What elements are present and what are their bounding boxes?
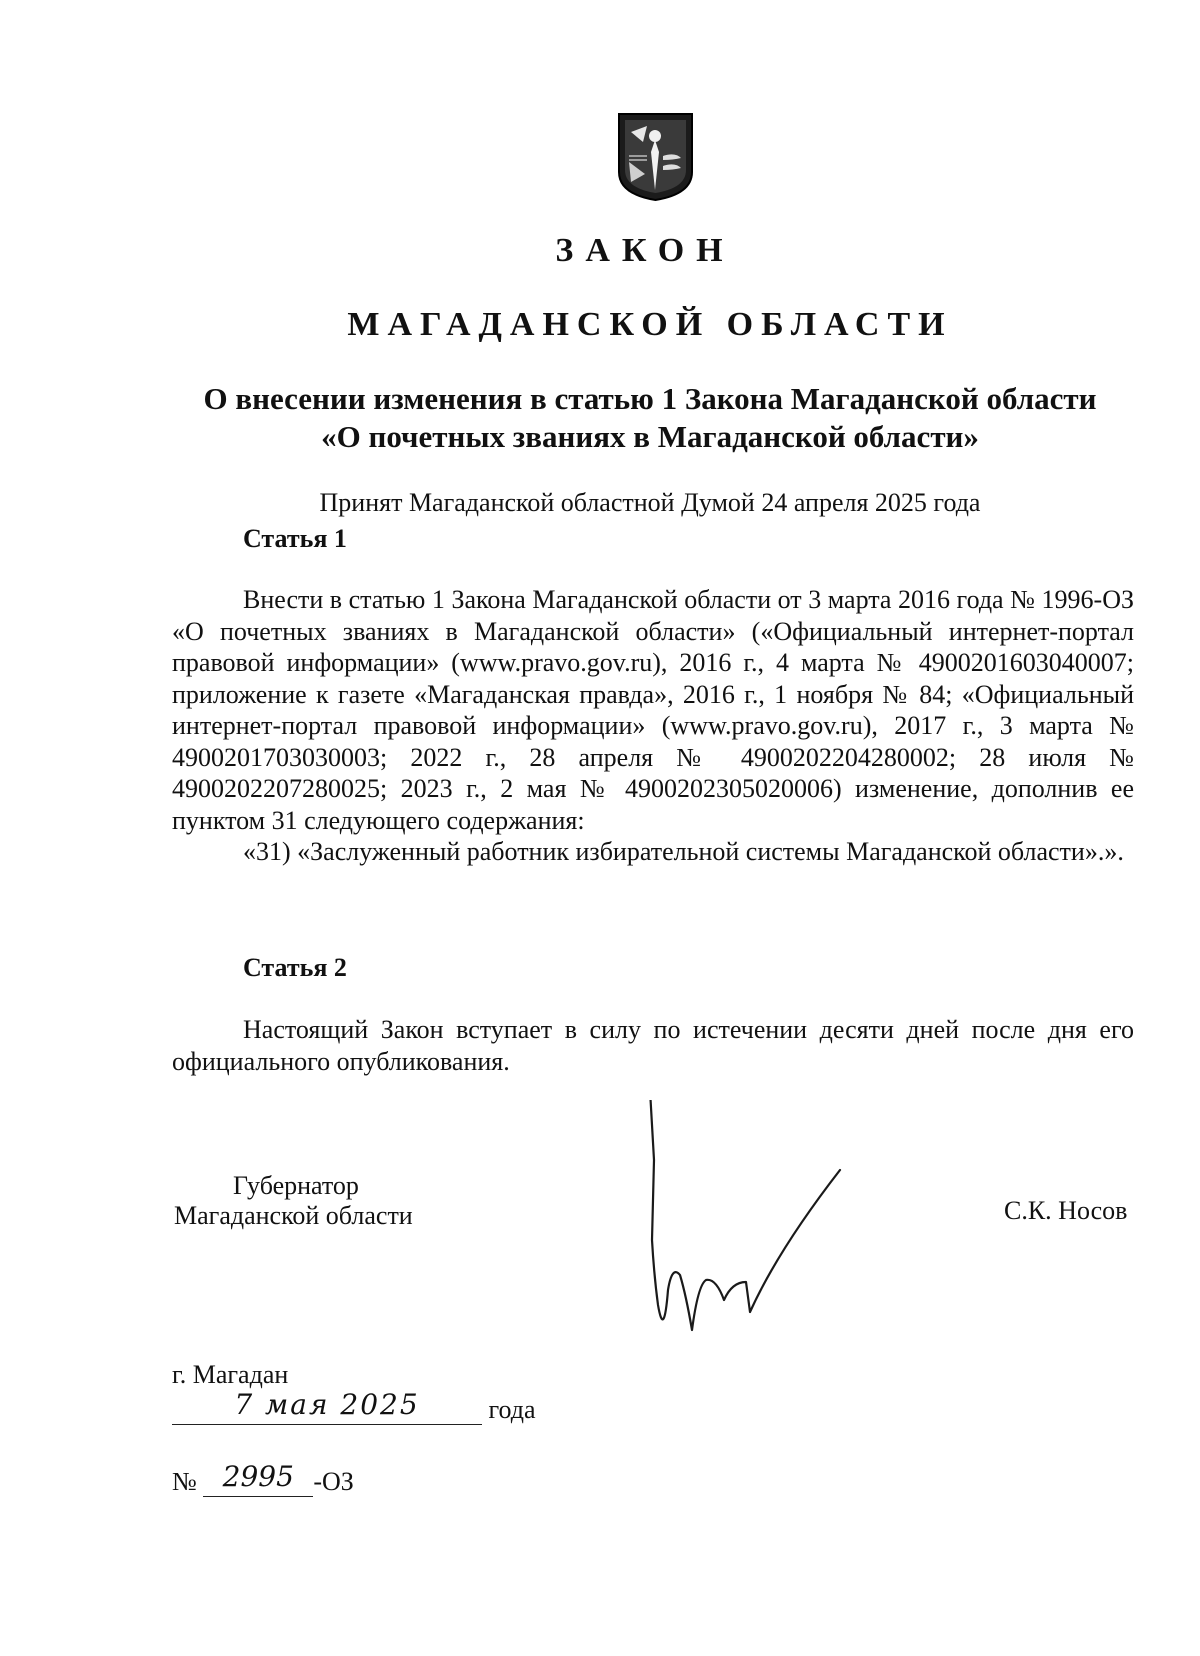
signatory-position-line-2: Магаданской области: [174, 1201, 413, 1230]
law-number-line: [172, 1462, 354, 1497]
signing-date-handwritten: 7 мая 2025: [172, 1390, 482, 1425]
article-2-body: [172, 1014, 1134, 1077]
region-title: МАГАДАНСКОЙ ОБЛАСТИ: [347, 306, 953, 343]
law-number-handwritten: 2995: [203, 1462, 313, 1497]
handwritten-signature-icon: [640, 1100, 880, 1350]
signing-date-line: [172, 1390, 536, 1425]
signing-date-suffix: года: [488, 1395, 536, 1424]
signatory-name: С.К. Носов: [1004, 1196, 1128, 1225]
law-name: [120, 380, 1180, 456]
article-2-paragraph-1: Настоящий Закон вступает в силу по истечении десяти дней после дня его официального опубликования.: [172, 1015, 1134, 1076]
law-name-line-2: «О почетных званиях в Магаданской области»: [321, 419, 979, 454]
article-1-paragraph-1: Внести в статью 1 Закона Магаданской области от 3 марта 2016 года № 1996-ОЗ «О почетных званиях в Магаданской области» («Официальный интернет-портал правовой информации» (www.pravo.gov.ru), 2016 г., 4 марта № 4900201603040007; приложение к газете «Магаданская правда», 2016 г., 1 ноября № 84; «Официальный интернет-портал правовой информации» (www.pravo.gov.ru), 2017 г., 3 марта № 4900201703030003; 2022 г., 28 апреля № 4900202204280002; 28 июля № 4900202207280025; 2023 г., 2 мая № 4900202305020006) изменение, дополнив ее пунктом 31 следующего содержания:: [172, 585, 1134, 835]
article-1-paragraph-2: «31) «Заслуженный работник избирательной системы Магаданской области».».: [243, 837, 1124, 866]
article-2-heading: Статья 2: [243, 953, 347, 982]
signatory-position-line-1: Губернатор: [233, 1171, 359, 1200]
document-title: ЗАКОН: [555, 232, 735, 269]
city-label: г. Магадан: [172, 1360, 289, 1389]
law-number-prefix: №: [172, 1467, 197, 1496]
adoption-note: Принят Магаданской областной Думой 24 апреля 2025 года: [319, 488, 981, 517]
article-1-body: [172, 584, 1134, 868]
law-name-line-1: О внесении изменения в статью 1 Закона Магаданской области: [203, 381, 1097, 416]
coat-of-arms-icon: [617, 112, 694, 202]
article-1-heading: Статья 1: [243, 524, 347, 553]
law-number-suffix: -ОЗ: [313, 1467, 354, 1496]
